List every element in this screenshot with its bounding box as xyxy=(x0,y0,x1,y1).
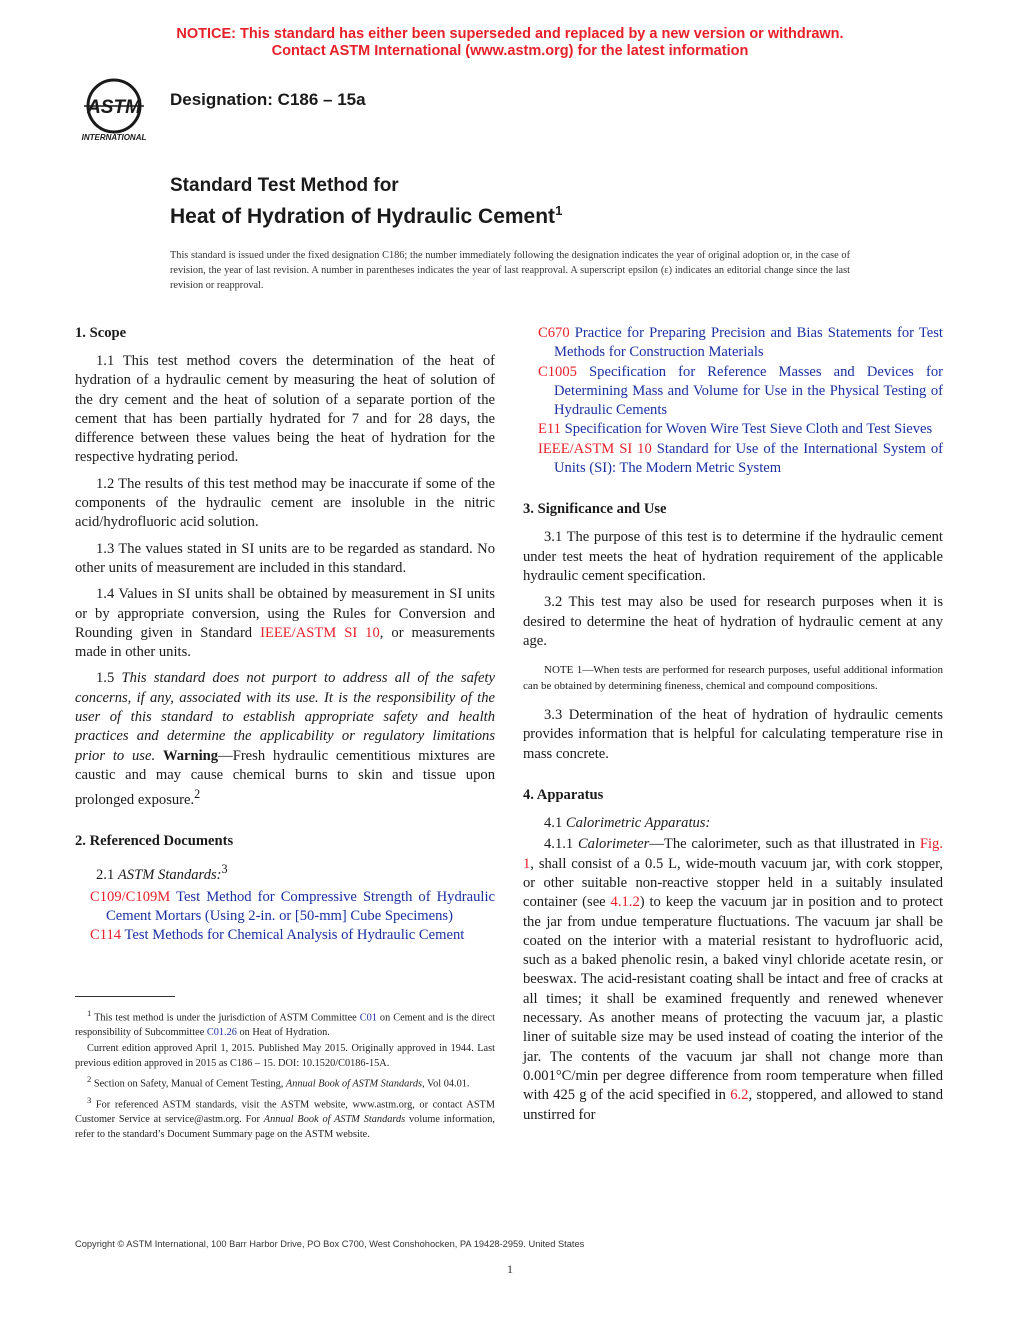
ref-code[interactable]: IEEE/ASTM SI 10 xyxy=(538,440,652,457)
sub-label: ASTM Standards: xyxy=(117,867,222,884)
document-title xyxy=(170,174,562,230)
ref-code[interactable]: E11 xyxy=(538,421,561,438)
ref-code[interactable]: C1005 xyxy=(538,363,577,380)
paragraph-1-5 xyxy=(75,669,495,810)
section-heading-significance: 3. Significance and Use xyxy=(523,501,667,518)
sub-label: Calorimetric Apparatus: xyxy=(565,815,711,832)
notice-line-1: NOTICE: This standard has either been superseded and replaced by a new version or withdrawn. xyxy=(176,26,844,42)
issuance-statement: This standard is issued under the fixed designation C186; the number immediately following the designation indicates the year of original adoption or, in the case of revision, the year of last revision. A number in parentheses indicates the year of last reapproval. A superscript epsilon (ε) indicates an editorial change since the last revision or reapproval. xyxy=(170,250,850,291)
footnote-mark-2: 2 xyxy=(194,787,201,802)
warning-label: Warning xyxy=(162,747,219,764)
fn3-text-b: volume information, refer to the standard’s Document Summary page on the ASTM website. xyxy=(75,1114,495,1141)
note-1: NOTE 1—When tests are performed for research purposes, useful additional information can be obtained by determining fineness, chemical and compound compositions. xyxy=(523,664,943,692)
fn3-mark: 3 xyxy=(87,1094,92,1105)
ref-c109[interactable] xyxy=(75,888,495,927)
title-text: Heat of Hydration of Hydraulic Cement xyxy=(170,205,556,228)
link-ieee-astm-si10[interactable]: IEEE/ASTM SI 10 xyxy=(260,624,380,641)
footnote-1-edition: Current edition approved April 1, 2015. Published May 2015. Originally approved in 1944. Last previous edition approved in 2015 as C186 – 15. DOI: 10.1520/C0186-15A. xyxy=(75,1043,495,1070)
ref-code[interactable]: C670 xyxy=(538,325,570,341)
astm-logo xyxy=(74,76,164,146)
fn2-mark: 2 xyxy=(87,1074,92,1085)
link-fig-1[interactable]: Fig. 1 xyxy=(523,836,943,872)
p15-number: 1.5 xyxy=(96,670,122,687)
fn1-mark: 1 xyxy=(87,1008,92,1018)
title-line-1: Standard Test Method for xyxy=(170,175,399,196)
ref-code[interactable]: C109/C109M xyxy=(90,888,171,905)
page-number: 1 xyxy=(507,1262,513,1276)
ref-code[interactable]: C114 xyxy=(90,927,122,944)
footnote-3 xyxy=(75,1093,495,1142)
footnotes xyxy=(75,1006,495,1143)
p411-text-b: , shall consist of a 0.5 L, wide-mouth vacuum jar, with cork stopper, or other suitable non-reactive stopper held in a suitably insulated container (see xyxy=(523,855,943,911)
footnote-mark-3: 3 xyxy=(221,862,228,877)
fn2-text-b: , Vol 04.01. xyxy=(422,1078,470,1090)
ref-title[interactable]: Specification for Reference Masses and Devices for Determining Mass and Volume for Use in the Physical Testing of Hydraulic Cements xyxy=(554,363,943,419)
ref-e11[interactable] xyxy=(523,420,943,439)
p15-disclaimer: This standard does not purport to address all of the safety concerns, if any, associated with its use. It is the responsibility of the user of this standard to establish appropriate safety and health practices and determine the applicability or regulatory limitations prior to use. xyxy=(75,670,495,764)
fn1-text-b: on Cement and is the direct responsibility of Subcommittee xyxy=(75,1012,495,1039)
p411-label: Calorimeter xyxy=(577,836,650,853)
ref-title[interactable]: Test Method for Compressive Strength of Hydraulic Cement Mortars (Using 2-in. or [50-mm] Cube Specimens) xyxy=(106,888,495,924)
p411-text-a: —The calorimeter, such as that illustrated in xyxy=(649,836,920,853)
designation: Designation: C186 – 15a xyxy=(170,90,366,109)
paragraph-4-1-1 xyxy=(523,835,943,1124)
superseded-notice xyxy=(0,26,1020,60)
paragraph-3-3: 3.3 Determination of the heat of hydration of hydraulic cements provides information that is helpful for calculating temperature rise in mass concrete. xyxy=(523,707,943,762)
logo-text: ASTM xyxy=(87,97,141,118)
calorimetric-apparatus-subheading xyxy=(523,814,943,833)
ref-title[interactable]: Specification for Woven Wire Test Sieve Cloth and Test Sieves xyxy=(564,421,933,438)
fn3-italic: Annual Book of ASTM Standards xyxy=(263,1114,406,1126)
title-footnote-mark: 1 xyxy=(555,203,563,218)
ref-ieee-astm-si10[interactable] xyxy=(523,440,943,479)
p14-text: 1.4 Values in SI units shall be obtained by measurement in SI units or by appropriate conversion, using the Rules for Conversion and Rounding given in Standard xyxy=(75,586,495,641)
p411-text-d: , stoppered, and allowed to stand unstirred for xyxy=(523,1087,944,1123)
paragraph-1-4 xyxy=(75,585,495,662)
ref-c1005[interactable] xyxy=(523,363,943,421)
paragraph-1-3: 1.3 The values stated in SI units are to be regarded as standard. No other units of measurement are included in this standard. xyxy=(75,540,495,576)
link-c01[interactable]: C01 xyxy=(359,1012,377,1024)
sub-number: 2.1 xyxy=(96,867,118,884)
fn1-text: This test method is under the jurisdiction of ASTM Committee xyxy=(91,1012,360,1024)
fn1-text-c: on Heat of Hydration. xyxy=(236,1027,330,1039)
p411-number: 4.1.1 xyxy=(544,836,578,853)
fn2-italic: Annual Book of ASTM Standards xyxy=(285,1078,423,1090)
footnote-divider xyxy=(75,996,175,997)
paragraph-3-2: 3.2 This test may also be used for research purposes when it is desired to determine the heat of hydration of hydraulic cement at any age. xyxy=(523,594,943,649)
sub-number: 4.1 xyxy=(544,815,566,832)
link-c01-26[interactable]: C01.26 xyxy=(206,1027,237,1039)
paragraph-1-2: 1.2 The results of this test method may be inaccurate if some of the components of the hydraulic cement are insoluble in the nitric acid/hydrofluoric acid solution. xyxy=(75,475,495,531)
ref-title[interactable]: Practice for Preparing Precision and Bias Statements for Test Methods for Construction Materials xyxy=(554,325,943,361)
section-heading-scope: 1. Scope xyxy=(75,325,127,341)
logo-subtext: INTERNATIONAL xyxy=(81,133,147,142)
link-6-2[interactable]: 6.2 xyxy=(730,1087,749,1104)
title-line-2 xyxy=(170,198,562,230)
copyright-line: Copyright © ASTM International, 100 Barr Harbor Drive, PO Box C700, West Conshohocken, PA 19428-2959. United States xyxy=(75,1239,585,1249)
footnote-2 xyxy=(75,1072,495,1091)
ref-title[interactable]: Standard for Use of the International System of Units (SI): The Modern Metric System xyxy=(554,440,943,477)
section-heading-referenced-documents: 2. Referenced Documents xyxy=(75,833,234,850)
ref-c670[interactable] xyxy=(523,324,943,363)
right-column xyxy=(523,324,943,1132)
fn3-text: For referenced ASTM standards, visit the ASTM website, www.astm.org, or contact ASTM Customer Service at service@astm.org. For xyxy=(75,1099,495,1126)
paragraph-1-1: 1.1 This test method covers the determination of the heat of hydration of a hydraulic cement by measuring the heat of solution of the dry cement and the heat of solution of a separate portion of the cement that has been partially hydrated for 7 and for 28 days, the difference between these values being the heat of hydration for the respective hydrating period. xyxy=(75,353,495,466)
left-column xyxy=(75,324,495,952)
p15-warning-text: —Fresh hydraulic cementitious mixtures are caustic and may cause chemical burns to skin and tissue upon prolonged exposure. xyxy=(75,747,496,809)
footnote-1 xyxy=(75,1006,495,1040)
section-heading-apparatus: 4. Apparatus xyxy=(523,787,604,804)
ref-title[interactable]: Test Methods for Chemical Analysis of Hydraulic Cement xyxy=(124,927,465,944)
fn2-text: Section on Safety, Manual of Cement Testing, xyxy=(91,1078,286,1090)
link-4-1-2[interactable]: 4.1.2 xyxy=(610,894,640,911)
astm-standards-subheading xyxy=(75,860,495,885)
ref-c114[interactable] xyxy=(75,926,495,945)
p411-text-c: ) to keep the vacuum jar in position and to protect the jar from undue temperature fluctuations. The vacuum jar shall be coated on the interior with a material resistant to hydrofluoric acid, such as a baked phenolic resin, a baked vinyl chloride acetate resin, or beeswax. The acid-resistant coating shall be intact and free of cracks at all times; it shall be examined frequently and renewed whenever necessary. As another means of protecting the vacuum jar, a plastic liner of suitable size may be used instead of coating the interior of the jar. The contents of the vacuum jar shall not change more than 0.001°C/min per degree difference from room temperature when filled with 425 g of the acid specified in xyxy=(523,894,943,1104)
paragraph-3-1: 3.1 The purpose of this test is to determine if the hydraulic cement under test meets the heat of hydration requirement of the applicable hydraulic cement specification. xyxy=(523,529,943,584)
notice-line-2: Contact ASTM International (www.astm.org) for the latest information xyxy=(271,43,749,59)
p14-text-end: , or measurements made in other units. xyxy=(75,624,495,661)
